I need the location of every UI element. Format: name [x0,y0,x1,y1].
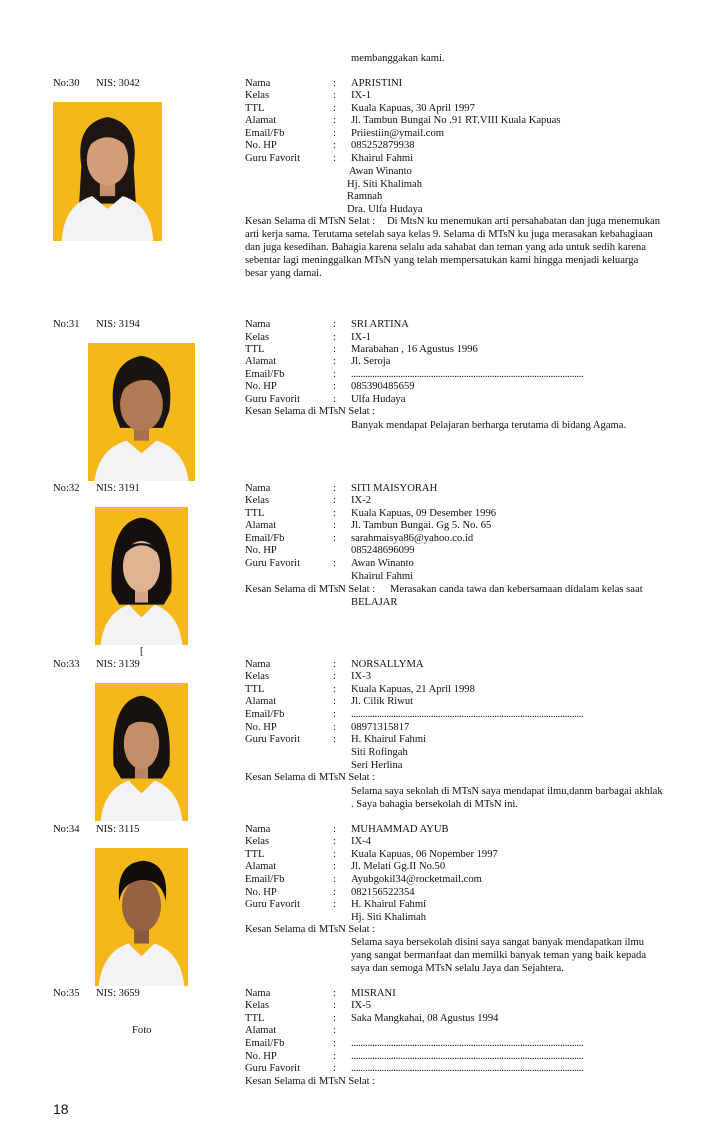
label-ttl: TTL [245,1013,265,1024]
label-guru: Guru Favorit [245,153,301,164]
value-hp: 082156522354 [351,887,415,898]
kesan-text: Selama saya bersekolah disini saya sangat banyak mendapatkan ilmu [351,937,645,948]
value-guru: ................................................................................................... [351,1063,584,1074]
value-nama: SRI ARTINA [351,319,409,330]
kesan-text: Banyak mendapat Pelajaran berharga terutama di bidang Agama. [351,420,627,431]
value-alamat: Jl. Tambun Bungai. Gg 5. No. 65 [351,520,492,531]
value-ttl: Kuala Kapuas, 30 April 1997 [351,103,475,114]
colon: : [333,824,336,835]
colon: : [333,508,336,519]
colon: : [333,103,336,114]
value-guru: H. Khairul Fahmi [351,899,427,910]
value-email: ................................................................................................... [351,369,584,380]
label-nama: Nama [245,319,271,330]
value-guru: Ulfa Hudaya [351,394,406,405]
colon: : [333,394,336,405]
label-nama: Nama [245,824,271,835]
label-guru: Guru Favorit [245,1063,301,1074]
label-nama: Nama [245,483,271,494]
colon: : [333,483,336,494]
value-hp: 085252879938 [351,140,415,151]
label-kelas: Kelas [245,671,270,682]
value-email: Priiestiin@ymail.com [351,128,445,139]
label-hp: No. HP [245,722,277,733]
value-guru: Khairul Fahmi [351,153,414,164]
value-guru: Hj. Siti Khalimah [347,179,423,190]
label-nama: Nama [245,78,271,89]
value-ttl: Kuala Kapuas, 06 Nopember 1997 [351,849,498,860]
colon: : [333,495,336,506]
value-nama: SITI MAISYORAH [351,483,438,494]
page-number: 18 [53,1101,69,1117]
label-ttl: TTL [245,103,265,114]
kesan-text: arti kerja sama. Terutama setelah saya kelas 9. Selama di MTsN ku juga merasakan kebahagiaan [245,229,653,240]
colon: : [333,128,336,139]
colon: : [333,332,336,343]
label-alamat: Alamat [245,1025,277,1036]
colon: : [333,849,336,860]
value-alamat: Jl. Tambun Bungai No .91 RT.VIII Kuala Kapuas [351,115,561,126]
student-number: No:33 [53,659,80,670]
value-guru: Awan Winanto [349,166,412,177]
label-email: Email/Fb [245,874,285,885]
value-kelas: IX-3 [351,671,372,682]
label-email: Email/Fb [245,128,285,139]
label-alamat: Alamat [245,861,277,872]
student-nis: NIS: 3139 [96,659,140,670]
kesan-text: saya dan semoga MTsN selalu Jaya dan Sejahtera. [351,963,564,974]
student-nis: NIS: 3191 [96,483,140,494]
value-guru: Hj. Siti Khalimah [351,912,427,923]
colon: : [333,1013,336,1024]
label-guru: Guru Favorit [245,734,301,745]
value-nama: MISRANI [351,988,396,999]
value-email: Ayubgokil34@rocketmail.com [351,874,482,885]
value-ttl: Kuala Kapuas, 09 Desember 1996 [351,508,497,519]
label-alamat: Alamat [245,520,277,531]
label-alamat: Alamat [245,356,277,367]
value-kelas: IX-2 [351,495,372,506]
student-photo [95,683,188,821]
value-nama: MUHAMMAD AYUB [351,824,449,835]
student-photo [88,343,195,481]
portrait-girl-icon [95,507,188,645]
value-ttl: Saka Mangkahai, 08 Agustus 1994 [351,1013,499,1024]
label-kelas: Kelas [245,90,270,101]
continuation-text: membanggakan kami. [351,53,445,64]
colon: : [333,356,336,367]
portrait-girl-icon [53,102,162,241]
label-hp: No. HP [245,140,277,151]
kesan-text: besar yang damai. [245,268,322,279]
value-kelas: IX-4 [351,836,372,847]
value-hp: ................................................................................................... [351,1051,584,1062]
label-ttl: TTL [245,344,265,355]
value-alamat: Jl. Cilik Riwut [351,696,414,707]
kesan-text: sebentar lagi meninggalkan MTsN yang telah mempersatukan kami hingga menjadi keluarga [245,255,639,266]
label-kesan: Kesan Selama di MTsN Selat : [245,924,376,935]
student-photo [95,507,188,645]
student-number: No:35 [53,988,80,999]
student-nis: NIS: 3115 [96,824,140,835]
label-kelas: Kelas [245,332,270,343]
value-guru: Seri Herlina [351,760,403,771]
kesan-text: . Saya bahagia bersekolah di MTsN ini. [351,799,518,810]
kesan-text: Selama saya sekolah di MTsN saya mendapat ilmu,danm barbagai akhlak [351,786,663,797]
colon: : [333,344,336,355]
value-alamat: Jl. Seroja [351,356,391,367]
colon: : [333,1038,336,1049]
student-nis: NIS: 3659 [96,988,140,999]
label-nama: Nama [245,988,271,999]
label-hp: No. HP [245,1051,277,1062]
label-kelas: Kelas [245,836,270,847]
label-guru: Guru Favorit [245,899,301,910]
colon: : [333,836,336,847]
colon: : [333,734,336,745]
label-kesan: Kesan Selama di MTsN Selat : [245,772,376,783]
kesan-text: Di MtsN ku menemukan arti persahabatan dan juga menemukan [387,216,661,227]
colon: : [333,684,336,695]
colon: : [333,78,336,89]
student-number: No:34 [53,824,80,835]
value-guru: H. Khairul Fahmi [351,734,427,745]
student-number: No:31 [53,319,80,330]
value-guru: Ramnah [347,191,383,202]
student-photo [53,102,162,241]
student-nis: NIS: 3194 [96,319,140,330]
label-kesan: Kesan Selama di MTsN Selat : [245,216,376,227]
colon: : [333,887,336,898]
value-kelas: IX-1 [351,332,372,343]
value-ttl: Kuala Kapuas, 21 April 1998 [351,684,475,695]
label-hp: No. HP [245,381,277,392]
colon: : [333,558,336,569]
value-alamat: Jl. Melati Gg.II No.50 [351,861,446,872]
label-ttl: TTL [245,684,265,695]
label-kesan: Kesan Selama di MTsN Selat : [245,406,376,417]
label-kelas: Kelas [245,495,270,506]
label-hp: No. HP [245,545,277,556]
colon: : [333,369,336,380]
kesan-text: yang sangat bermanfaat dan memilki banyak teman yang baik kepada [351,950,647,961]
value-guru: Dra. Ulfa Hudaya [347,204,423,215]
value-hp: 085390485659 [351,381,415,392]
value-guru: Awan Winanto [351,558,414,569]
label-alamat: Alamat [245,696,277,707]
label-email: Email/Fb [245,533,285,544]
label-alamat: Alamat [245,115,277,126]
photo-note: [ [140,646,144,657]
colon: : [333,520,336,531]
colon: : [333,533,336,544]
kesan-text: dan juga kesedihan. Bahagia karena selalu ada sahabat dan teman yang ada untuk sedih karena [245,242,646,253]
label-kesan: Kesan Selama di MTsN Selat : [245,584,376,595]
colon: : [333,1051,336,1062]
value-hp: 08971315817 [351,722,410,733]
label-ttl: TTL [245,849,265,860]
colon: : [333,722,336,733]
kesan-text: BELAJAR [351,597,398,608]
student-nis: NIS: 3042 [96,78,140,89]
kesan-text: Merasakan canda tawa dan kebersamaan didalam kelas saat [390,584,643,595]
colon: : [333,115,336,126]
value-nama: APRISTINI [351,78,403,89]
student-number: No:30 [53,78,80,89]
label-kelas: Kelas [245,1000,270,1011]
value-ttl: Marabahan , 16 Agustus 1996 [351,344,478,355]
colon: : [333,140,336,151]
label-nama: Nama [245,659,271,670]
colon: : [333,90,336,101]
portrait-girl-icon [95,683,188,821]
colon: : [333,659,336,670]
value-kelas: IX-1 [351,90,372,101]
photo-placeholder: Foto [132,1025,152,1036]
colon: : [333,696,336,707]
value-hp: 085248696099 [351,545,415,556]
label-kesan: Kesan Selama di MTsN Selat : [245,1076,376,1087]
value-email: sarahmaisya86@yahoo.co.id [351,533,474,544]
colon: : [333,988,336,999]
portrait-girl-icon [88,343,195,481]
colon: : [333,153,336,164]
colon: : [333,319,336,330]
label-guru: Guru Favorit [245,558,301,569]
value-guru: Khairul Fahmi [351,571,414,582]
colon: : [333,874,336,885]
colon: : [333,671,336,682]
label-ttl: TTL [245,508,265,519]
value-nama: NORSALLYMA [351,659,424,670]
value-guru: Siti Rofingah [351,747,408,758]
colon: : [333,899,336,910]
student-number: No:32 [53,483,80,494]
colon: : [333,1063,336,1074]
colon: : [333,709,336,720]
value-email: ................................................................................................... [351,1038,584,1049]
label-guru: Guru Favorit [245,394,301,405]
label-email: Email/Fb [245,369,285,380]
colon: : [333,1025,336,1036]
label-email: Email/Fb [245,1038,285,1049]
value-kelas: IX-5 [351,1000,372,1011]
label-hp: No. HP [245,887,277,898]
value-email: ................................................................................................... [351,709,584,720]
colon: : [333,1000,336,1011]
label-email: Email/Fb [245,709,285,720]
colon: : [333,381,336,392]
student-photo [95,848,188,986]
portrait-boy-icon [95,848,188,986]
colon: : [333,861,336,872]
